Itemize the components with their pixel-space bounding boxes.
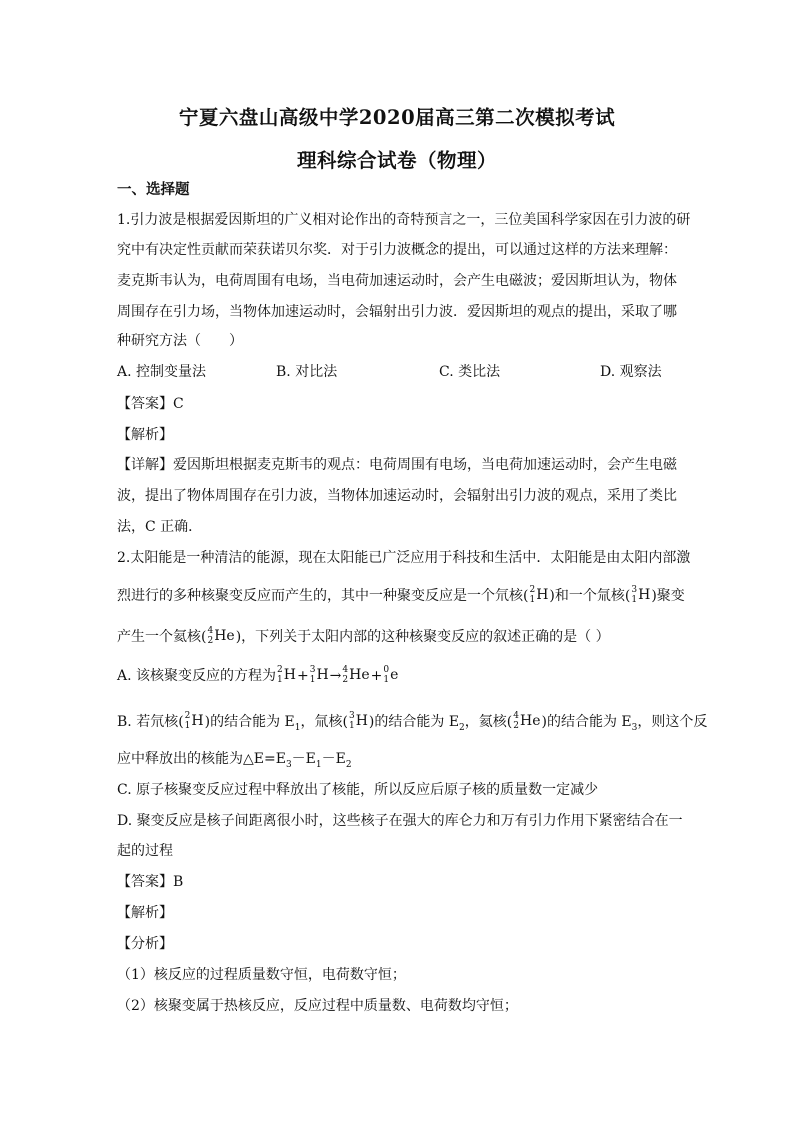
q1-line: 麦克斯韦认为，电荷周围有电场，当电荷加速运动时，会产生电磁波；爱因斯坦认为，物体 xyxy=(117,273,677,289)
q1-option-c: C. 类比法 xyxy=(439,364,501,380)
deuterium-symbol: 2 1 H xyxy=(529,585,549,605)
q1-answer: 【答案】C xyxy=(117,396,184,412)
q1-option-b: B. 对比法 xyxy=(276,364,338,380)
reaction-arrow: → xyxy=(329,668,342,684)
deuterium-symbol: 2 1 H xyxy=(184,711,204,731)
q1-detail-line: 【详解】爱因斯坦根据麦克斯韦的观点：电荷周围有电场，当电荷加速运动时，会产生电磁 xyxy=(117,457,677,473)
tritium-symbol: 3 1 H xyxy=(348,711,368,731)
q2-point: （2）核聚变属于热核反应，反应过程中质量数、电荷数均守恒； xyxy=(117,998,518,1014)
q2-option-c: C. 原子核聚变反应过程中释放出了核能，所以反应后原子核的质量数一定减少 xyxy=(117,782,599,798)
q2-line: 产生一个氦核( 4 2 He)，下列关于太阳内部的这种核聚变反应的叙述正确的是（ ） xyxy=(117,626,610,646)
q1-line: 种研究方法（ ） xyxy=(117,333,243,349)
helium-symbol: 4 2 He xyxy=(342,665,370,685)
q1-option-a: A. 控制变量法 xyxy=(117,364,207,380)
tritium-symbol: 3 1 H xyxy=(309,665,329,685)
deuterium-symbol: 2 1 H xyxy=(277,665,296,685)
q2-line: 烈进行的多种核聚变反应而产生的，其中一种聚变反应是一个氘核( 2 1 H)和一个氚核( 3 1 H)聚变 xyxy=(117,585,685,605)
page-title: 宁夏六盘山高级中学2020届高三第二次模拟考试 xyxy=(178,106,616,129)
q2-fenxi-label: 【分析】 xyxy=(117,936,173,952)
tritium-symbol: 3 1 H xyxy=(631,585,651,605)
q1-option-d: D. 观察法 xyxy=(600,364,662,380)
q2-line: 2.太阳能是一种清洁的能源，现在太阳能已广泛应用于科技和生活中．太阳能是由太阳内部激 xyxy=(117,550,691,566)
q1-line: 周围存在引力场，当物体加速运动时，会辐射出引力波．爱因斯坦的观点的提出，采取了哪 xyxy=(117,304,677,320)
helium-symbol: 4 2 He xyxy=(207,626,235,646)
q2-option-d: D. 聚变反应是核子间距离很小时，这些核子在强大的库仑力和万有引力作用下紧密结合在一 xyxy=(117,813,683,829)
page-subtitle: 理科综合试卷（物理） xyxy=(296,149,497,172)
q2-option-b-line2: 应中释放出的核能为$\triangle E=E_3-E_1-E_2$ xyxy=(117,751,352,770)
positron-symbol: 0 1 e xyxy=(383,665,399,685)
q1-analysis-label: 【解析】 xyxy=(117,427,173,443)
q1-detail-line: 法，C 正确． xyxy=(117,519,203,535)
q2-answer: 【答案】B xyxy=(117,874,184,890)
section-heading: 一、选择题 xyxy=(117,181,190,198)
q2-point: （1）核反应的过程质量数守恒，电荷数守恒； xyxy=(117,967,406,983)
q1-line: 究中有决定性贡献而荣获诺贝尔奖．对于引力波概念的提出，可以通过这样的方法来理解： xyxy=(117,242,677,258)
helium-symbol: 4 2 He xyxy=(513,711,541,731)
q2-option-d-line2: 起的过程 xyxy=(117,843,173,859)
q1-detail-line: 波，提出了物体周围存在引力波，当物体加速运动时，会辐射出引力波的观点，采用了类比 xyxy=(117,488,677,504)
q2-analysis-label: 【解析】 xyxy=(117,905,173,921)
q1-line: 1.引力波是根据爱因斯坦的广义相对论作出的奇特预言之一，三位美国科学家因在引力波的研 xyxy=(117,212,691,228)
q2-option-a: A. 该核聚变反应的方程为 2 1 H+ 3 1 H→ 4 2 He+ 0 1 e xyxy=(117,665,399,685)
q2-option-b: B. 若氘核( 2 1 H)的结合能为 $E_1$，氚核( 3 1 H)的结合能为 $E_2$，氦核( 4 2 He)的结合能为 $E_3$，则这个反 xyxy=(117,711,708,733)
